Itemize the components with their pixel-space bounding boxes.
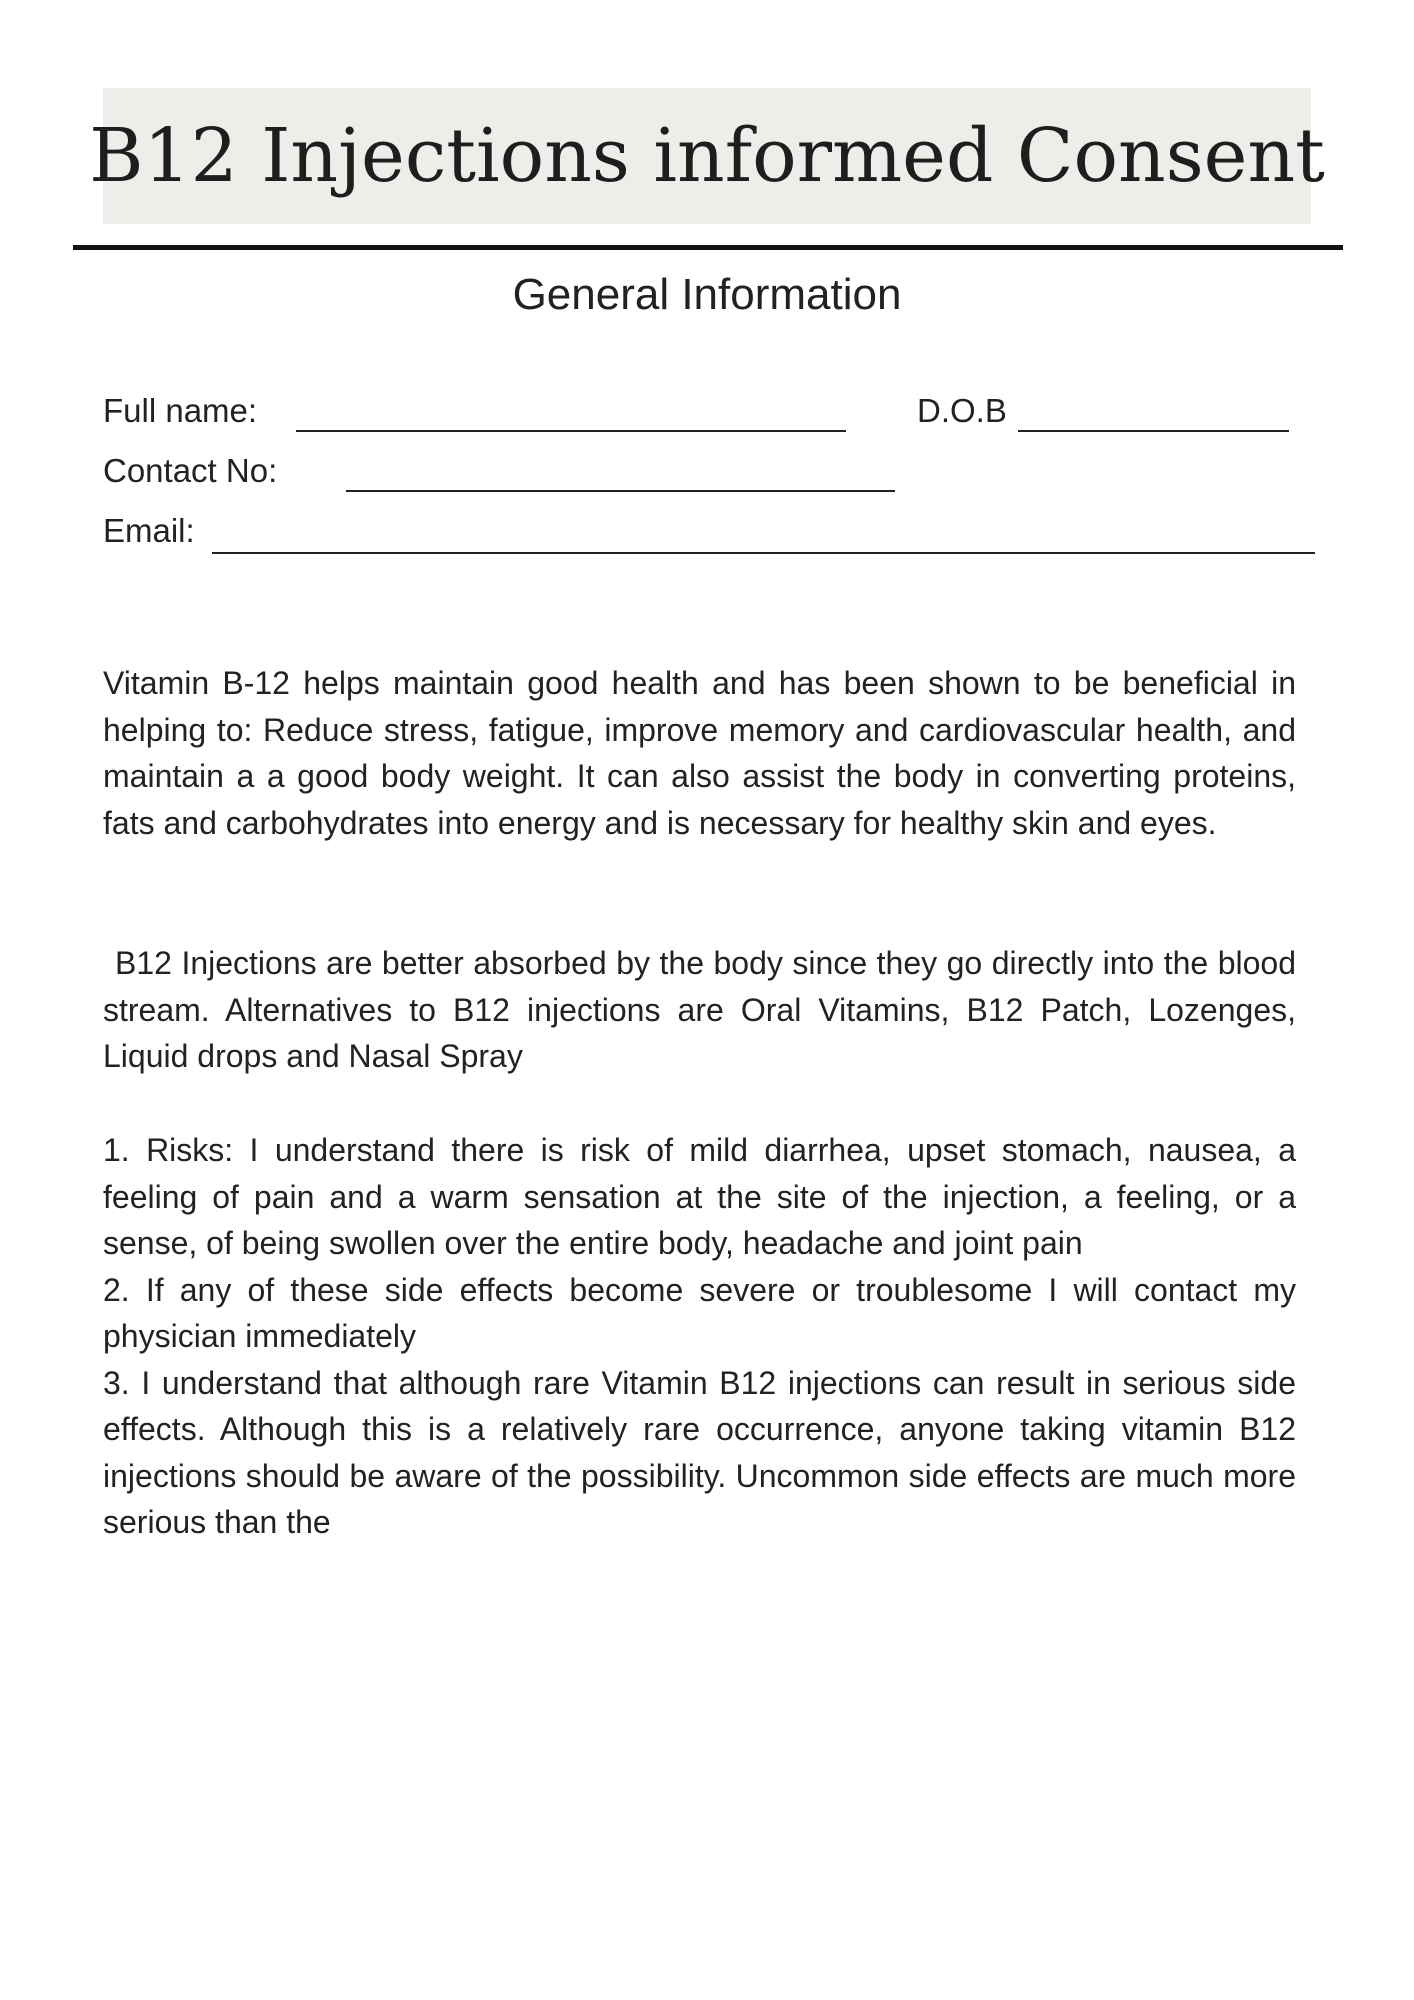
dob-label: D.O.B <box>917 392 1007 429</box>
full-name-label: Full name: <box>103 392 258 429</box>
full-name-field[interactable] <box>296 430 846 432</box>
document-title: B12 Injections informed Consent <box>89 113 1325 199</box>
intro-paragraph: Vitamin B-12 helps maintain good health and has been shown to be beneficial in helping to: Reduce stress, fatigue, improve memory and cardiovascular health, and maintain a a good body weight. It can also assist the body in converting proteins, fats and carbohydrates into energy and is necessary for healthy skin and eyes. <box>103 665 1296 841</box>
email-field[interactable] <box>212 552 1315 554</box>
consent-list <box>103 1127 1296 1546</box>
section-title: General Information <box>512 270 902 319</box>
title-banner <box>89 88 1325 224</box>
dob-field[interactable] <box>1018 430 1289 432</box>
contact-field[interactable] <box>346 490 895 492</box>
list-item: 2. If any of these side effects become severe or troublesome I will contact my physician immediately <box>103 1271 1296 1354</box>
contact-label: Contact No: <box>103 452 278 489</box>
absorption-paragraph: B12 Injections are better absorbed by the body since they go directly into the blood stream. Alternatives to B12 injections are Oral Vitamins, B12 Patch, Lozenges, Liquid drops and Nasal Spray <box>103 945 1296 1074</box>
list-item: 1. Risks: I understand there is risk of mild diarrhea, upset stomach, nausea, a feeling of pain and a warm sensation at the site of the injection, a feeling, or a sense, of being swollen over the entire body, headache and joint pain <box>103 1132 1296 1261</box>
title-divider <box>73 245 1343 250</box>
list-item: 3. I understand that although rare Vitamin B12 injections can result in serious side effects. Although this is a relatively rare occurrence, anyone taking vitamin B12 injections should be aware of the possibility. Uncommon side effects are much more serious than the <box>103 1364 1296 1540</box>
email-label: Email: <box>103 512 195 549</box>
